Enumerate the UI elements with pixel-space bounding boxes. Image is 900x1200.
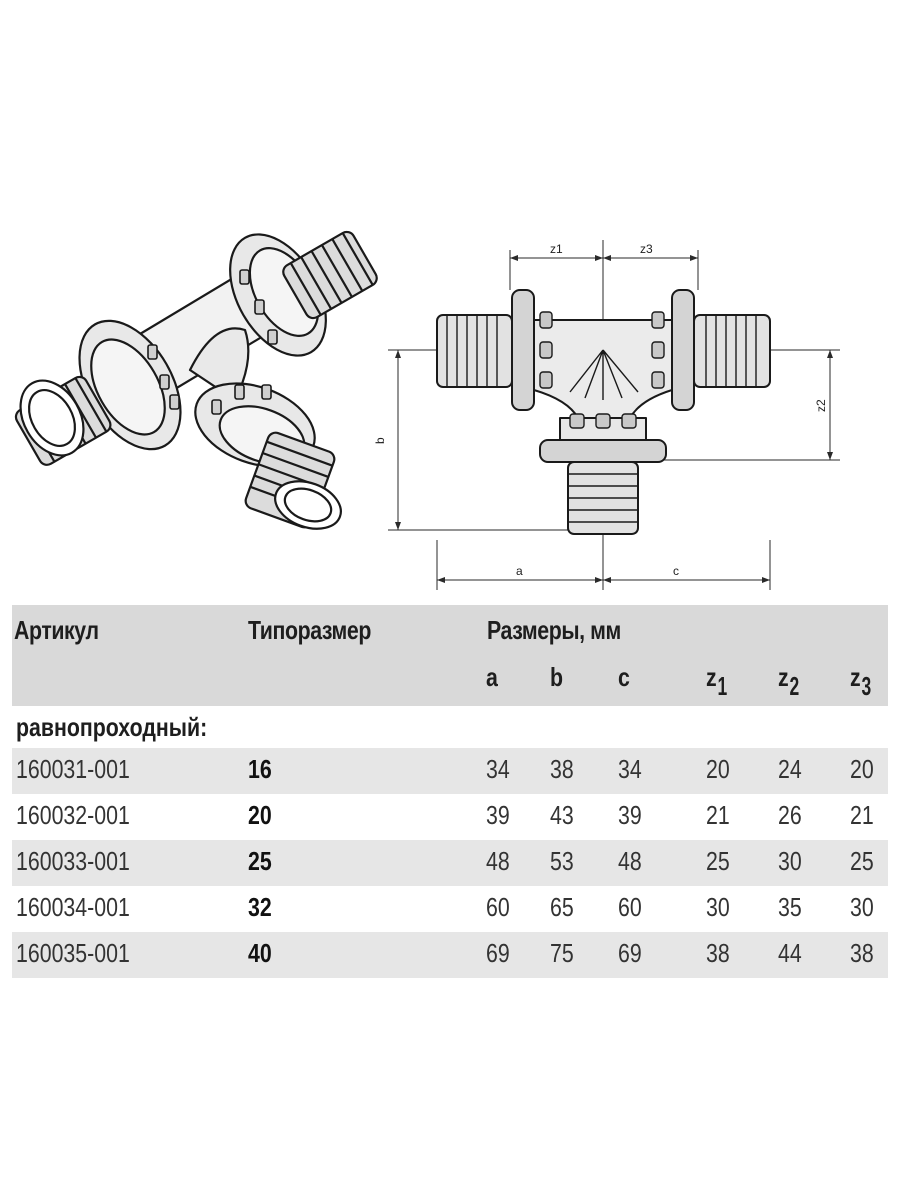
cell-size: 32	[248, 892, 272, 922]
cell-c: 69	[618, 938, 642, 968]
cell-z3: 20	[850, 754, 874, 784]
cell-z2: 44	[778, 938, 802, 968]
header-z3	[850, 662, 871, 701]
cell-z2: 26	[778, 800, 802, 830]
cell-b: 38	[550, 754, 574, 784]
dim-label-a: a	[516, 564, 523, 578]
cell-z2: 30	[778, 846, 802, 876]
cell-c: 39	[618, 800, 642, 830]
cell-size: 40	[248, 938, 272, 968]
table-row	[12, 840, 888, 886]
header-z1	[706, 662, 727, 701]
header-z3-letter: z	[850, 662, 861, 692]
dimensions-table	[12, 605, 888, 978]
dim-label-z2: z2	[814, 399, 828, 412]
header-z3-sub: 3	[861, 671, 871, 701]
table-row	[12, 748, 888, 794]
header-z2-letter: z	[778, 662, 789, 692]
header-c: c	[618, 662, 630, 692]
cell-article: 160031-001	[16, 754, 130, 784]
cell-b: 43	[550, 800, 574, 830]
cell-c: 34	[618, 754, 642, 784]
cell-a: 60	[486, 892, 510, 922]
cell-article: 160032-001	[16, 800, 130, 830]
header-dimensions: Размеры, мм	[487, 615, 621, 645]
table-header	[12, 605, 888, 706]
group-label-row	[12, 706, 888, 748]
cell-b: 53	[550, 846, 574, 876]
cell-a: 69	[486, 938, 510, 968]
cell-z2: 24	[778, 754, 802, 784]
cell-z1: 30	[706, 892, 730, 922]
cell-article: 160033-001	[16, 846, 130, 876]
cell-article: 160034-001	[16, 892, 130, 922]
cell-z1: 38	[706, 938, 730, 968]
cell-size: 25	[248, 846, 272, 876]
cell-a: 34	[486, 754, 510, 784]
cell-a: 48	[486, 846, 510, 876]
table-row	[12, 794, 888, 840]
header-z2-sub: 2	[789, 671, 799, 701]
header-a: a	[486, 662, 498, 692]
cell-article: 160035-001	[16, 938, 130, 968]
dim-label-z1: z1	[550, 242, 563, 256]
cell-z3: 38	[850, 938, 874, 968]
header-z1-sub: 1	[717, 671, 727, 701]
cell-z1: 20	[706, 754, 730, 784]
cell-size: 20	[248, 800, 272, 830]
cell-z3: 25	[850, 846, 874, 876]
cell-z1: 25	[706, 846, 730, 876]
cell-z2: 35	[778, 892, 802, 922]
cell-size: 16	[248, 754, 272, 784]
table-row	[12, 886, 888, 932]
cell-b: 65	[550, 892, 574, 922]
table-row	[12, 932, 888, 978]
cell-z3: 30	[850, 892, 874, 922]
header-b: b	[550, 662, 563, 692]
group-label: равнопроходный:	[16, 712, 208, 742]
dim-label-b: b	[373, 437, 387, 444]
header-article: Артикул	[14, 615, 99, 645]
cell-a: 39	[486, 800, 510, 830]
header-size: Типоразмер	[248, 615, 371, 645]
cell-c: 60	[618, 892, 642, 922]
header-z1-letter: z	[706, 662, 717, 692]
cell-c: 48	[618, 846, 642, 876]
header-z2	[778, 662, 799, 701]
cell-z1: 21	[706, 800, 730, 830]
cell-z3: 21	[850, 800, 874, 830]
dim-label-z3: z3	[640, 242, 653, 256]
cell-b: 75	[550, 938, 574, 968]
dim-label-c: c	[673, 564, 679, 578]
